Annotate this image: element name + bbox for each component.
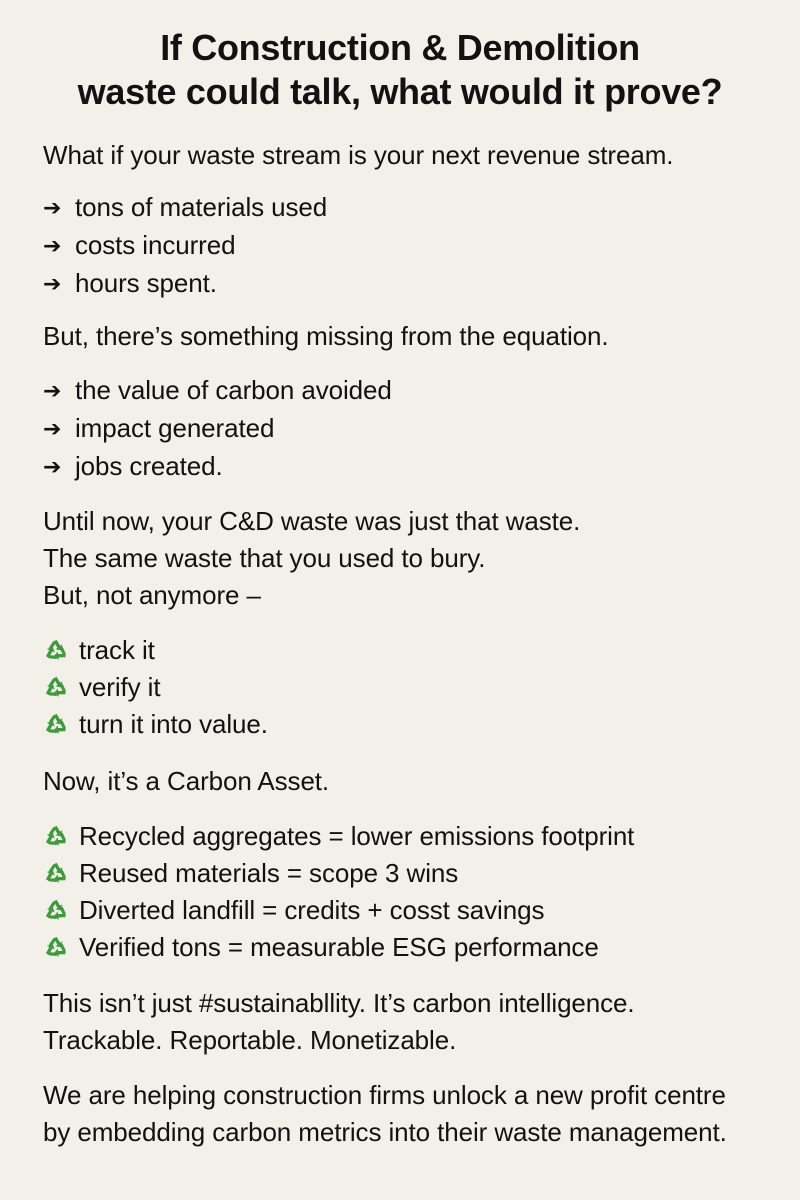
intro-paragraph [43,137,773,174]
measured-list [43,189,773,303]
closing-text: We are helping construction firms unlock a new profit centre by embedding carbon metrics into their waste management. [43,1080,727,1147]
list-item [43,372,773,410]
paragraph-line: Trackable. Reportable. Monetizable. [43,1025,457,1055]
list-item-text: the value of carbon avoided [75,375,392,405]
recycle-icon [43,823,69,849]
title-line-2: waste could talk, what would it prove? [77,71,723,112]
paragraph-line: Until now, your C&D waste was just that waste. [43,506,581,536]
missing-list [43,372,773,486]
list-item [43,448,773,486]
until-now-paragraph [43,503,773,614]
list-item [43,189,773,227]
list-item-text: tons of materials used [75,192,328,222]
benefits-list [43,818,773,966]
recycle-icon [43,711,69,737]
list-item [43,632,773,669]
arrow-right-icon: ➔ [43,416,62,441]
list-item-text: Recycled aggregates = lower emissions footprint [79,821,635,851]
recycle-icon [43,934,69,960]
list-item [43,227,773,265]
list-item-text: verify it [79,672,161,702]
paragraph-line: The same waste that you used to bury. [43,543,486,573]
list-item [43,929,773,966]
list-item-text: track it [79,635,155,665]
recycle-icon [43,637,69,663]
paragraph-line: But, not anymore – [43,580,261,610]
list-item-text: jobs created. [75,451,223,481]
missing-paragraph [43,318,773,355]
list-item [43,892,773,929]
actions-list [43,632,773,743]
title-line-1: If Construction & Demolition [160,27,640,68]
list-item-text: hours spent. [75,268,217,298]
list-item-text: costs incurred [75,230,236,260]
intelligence-paragraph [43,985,773,1059]
recycle-icon [43,674,69,700]
recycle-icon [43,860,69,886]
arrow-right-icon: ➔ [43,233,62,258]
list-item [43,818,773,855]
list-item-text: Diverted landfill = credits + cosst savings [79,895,545,925]
list-item-text: Verified tons = measurable ESG performance [79,932,599,962]
list-item [43,706,773,743]
page-title [0,26,800,114]
arrow-right-icon: ➔ [43,195,62,220]
missing-text: But, there’s something missing from the equation. [43,321,609,351]
list-item [43,265,773,303]
list-item-text: impact generated [75,413,275,443]
paragraph-line: This isn’t just #sustainabllity. It’s carbon intelligence. [43,988,635,1018]
recycle-icon [43,897,69,923]
arrow-right-icon: ➔ [43,271,62,296]
arrow-right-icon: ➔ [43,378,62,403]
closing-paragraph [43,1077,758,1151]
list-item [43,669,773,706]
list-item-text: turn it into value. [79,709,268,739]
asset-text: Now, it’s a Carbon Asset. [43,766,330,796]
intro-text: What if your waste stream is your next revenue stream. [43,140,674,170]
list-item [43,410,773,448]
asset-paragraph [43,763,773,800]
list-item [43,855,773,892]
arrow-right-icon: ➔ [43,454,62,479]
list-item-text: Reused materials = scope 3 wins [79,858,459,888]
